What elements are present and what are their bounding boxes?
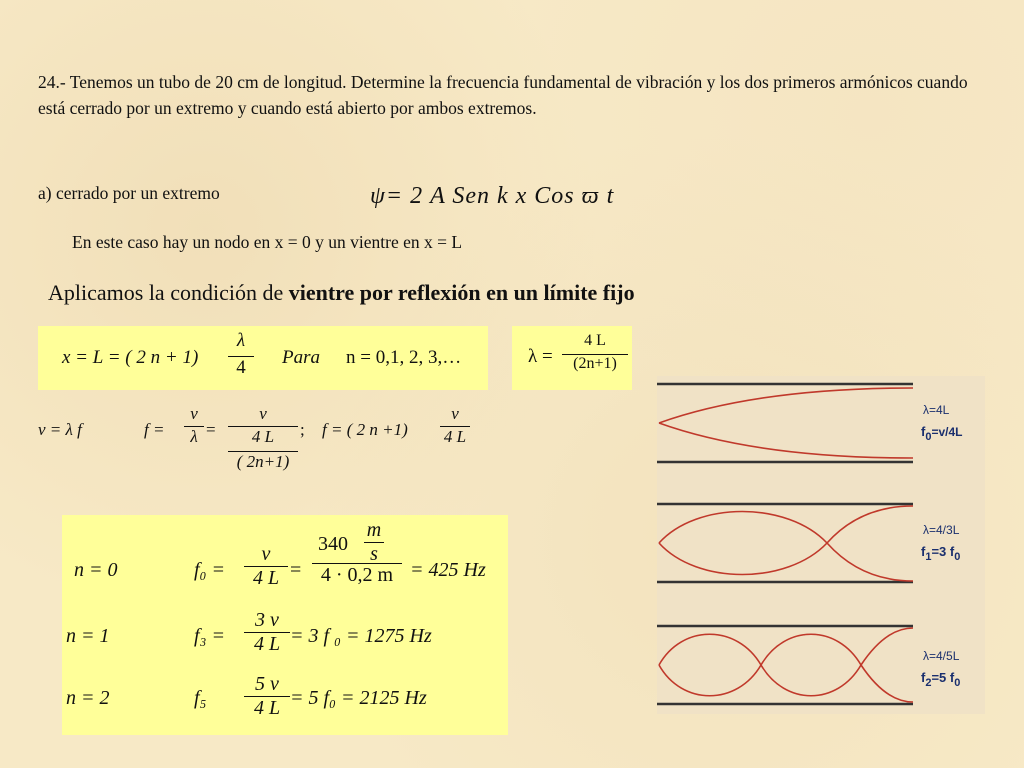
label2-lambda: λ=4/3L	[923, 523, 960, 537]
equation-box-lambda	[512, 326, 632, 390]
label2-freq-sub2: 0	[954, 551, 961, 563]
row2-den: 4 L	[244, 696, 290, 720]
row0-n: n = 0	[74, 559, 118, 581]
row2-num: 5 v	[255, 673, 279, 695]
wave-mode3-b	[659, 634, 913, 702]
wave-curves	[659, 388, 913, 702]
standing-wave-figure	[657, 376, 985, 714]
node-antinode-text: En este caso hay un nodo en x = 0 y un vientre en x = L	[72, 232, 463, 252]
condition-heading	[48, 280, 635, 306]
f-final-den: 4 L	[440, 426, 470, 447]
wave-equation: ψ= 2 A Sen k x Cos ϖ t	[370, 183, 615, 209]
f-den: λ	[184, 426, 204, 447]
big-mid: 4 L	[228, 426, 298, 447]
results-box	[62, 515, 508, 735]
eq1-para: Para	[282, 347, 320, 368]
condition-bold: vientre por reflexión en un límite fijo	[288, 280, 635, 305]
label3-freq-rest: =5 f	[931, 670, 955, 685]
equation-box-condition	[38, 326, 488, 390]
pipe-lines	[657, 384, 913, 704]
f-num: v	[190, 404, 198, 423]
label3-freq-f: f	[921, 670, 926, 685]
row1-num: 3 v	[255, 609, 279, 631]
row0-f: f₀ =	[194, 559, 226, 581]
label2-freq	[921, 544, 960, 563]
label1-freq-rest: =v/4L	[931, 425, 963, 439]
f-eq-sign: =	[206, 420, 216, 439]
eq2-den: (2n+1)	[562, 354, 628, 373]
label1-lambda: λ=4L	[923, 403, 950, 417]
row2-result: = 5 f₀ = 2125 Hz	[290, 687, 427, 709]
wave-mode2-b	[659, 506, 913, 575]
row0-unit-s: s	[364, 542, 384, 566]
row0-den2: 4 · 0,2 m	[312, 563, 402, 587]
problem-statement: 24.- Tenemos un tubo de 20 cm de longitud. Determine la frecuencia fundamental de vibración y los dos primeros armónicos cuando está cerrado por un extremo y cuando está abierto por ambos extremos.	[38, 72, 968, 118]
eq1-den: 4	[228, 356, 254, 379]
label2-freq-f: f	[921, 544, 926, 559]
eq1-num: λ	[236, 330, 246, 351]
f-final-num: v	[451, 404, 459, 423]
part-a-label: a) cerrado por un extremo	[38, 183, 220, 203]
wave-mode3-a	[659, 628, 913, 696]
row1-den: 4 L	[244, 632, 290, 656]
label3-freq-sub: 2	[925, 677, 932, 689]
row0-den: 4 L	[244, 566, 288, 590]
v-lambda-f: v = λ f	[38, 420, 82, 439]
label3-lambda: λ=4/5L	[923, 649, 960, 663]
row0-unit-m: m	[366, 519, 382, 541]
label1-freq	[921, 424, 963, 443]
frequency-relation	[38, 400, 508, 490]
row0-num: v	[261, 543, 271, 565]
f-eq-lhs: f =	[144, 420, 165, 439]
label3-freq	[921, 670, 960, 689]
wave-mode2-a	[659, 512, 913, 582]
big-den: ( 2n+1)	[228, 451, 298, 472]
label1-freq-f: f	[921, 424, 926, 439]
row1-f: f₃ =	[194, 625, 226, 647]
label3-freq-sub2: 0	[954, 677, 961, 689]
row0-eq: =	[290, 559, 302, 581]
label2-freq-sub: 1	[925, 551, 932, 563]
label2-freq-rest: =3 f	[931, 544, 955, 559]
eq2-lhs: λ =	[528, 346, 553, 367]
row2-f: f₅	[194, 687, 207, 709]
eq1-lhs: x = L = ( 2 n + 1)	[62, 347, 199, 368]
row0-340: 340	[318, 533, 348, 555]
row0-result: = 425 Hz	[410, 559, 486, 581]
f-final-lhs: f = ( 2 n +1)	[322, 420, 408, 439]
condition-prefix: Aplicamos la condición de	[48, 280, 289, 305]
big-num: v	[259, 404, 267, 423]
standing-wave-svg	[657, 376, 985, 714]
eq2-num: 4 L	[584, 332, 606, 349]
row1-n: n = 1	[66, 625, 110, 647]
row2-n: n = 2	[66, 687, 110, 709]
eq1-n-values: n = 0,1, 2, 3,…	[346, 347, 462, 368]
row1-result: = 3 f ₀ = 1275 Hz	[290, 625, 432, 647]
wave-mode1-upper	[659, 388, 913, 423]
semicolon: ;	[300, 420, 305, 439]
wave-mode1-lower	[659, 423, 913, 458]
label1-freq-sub: 0	[925, 431, 932, 443]
